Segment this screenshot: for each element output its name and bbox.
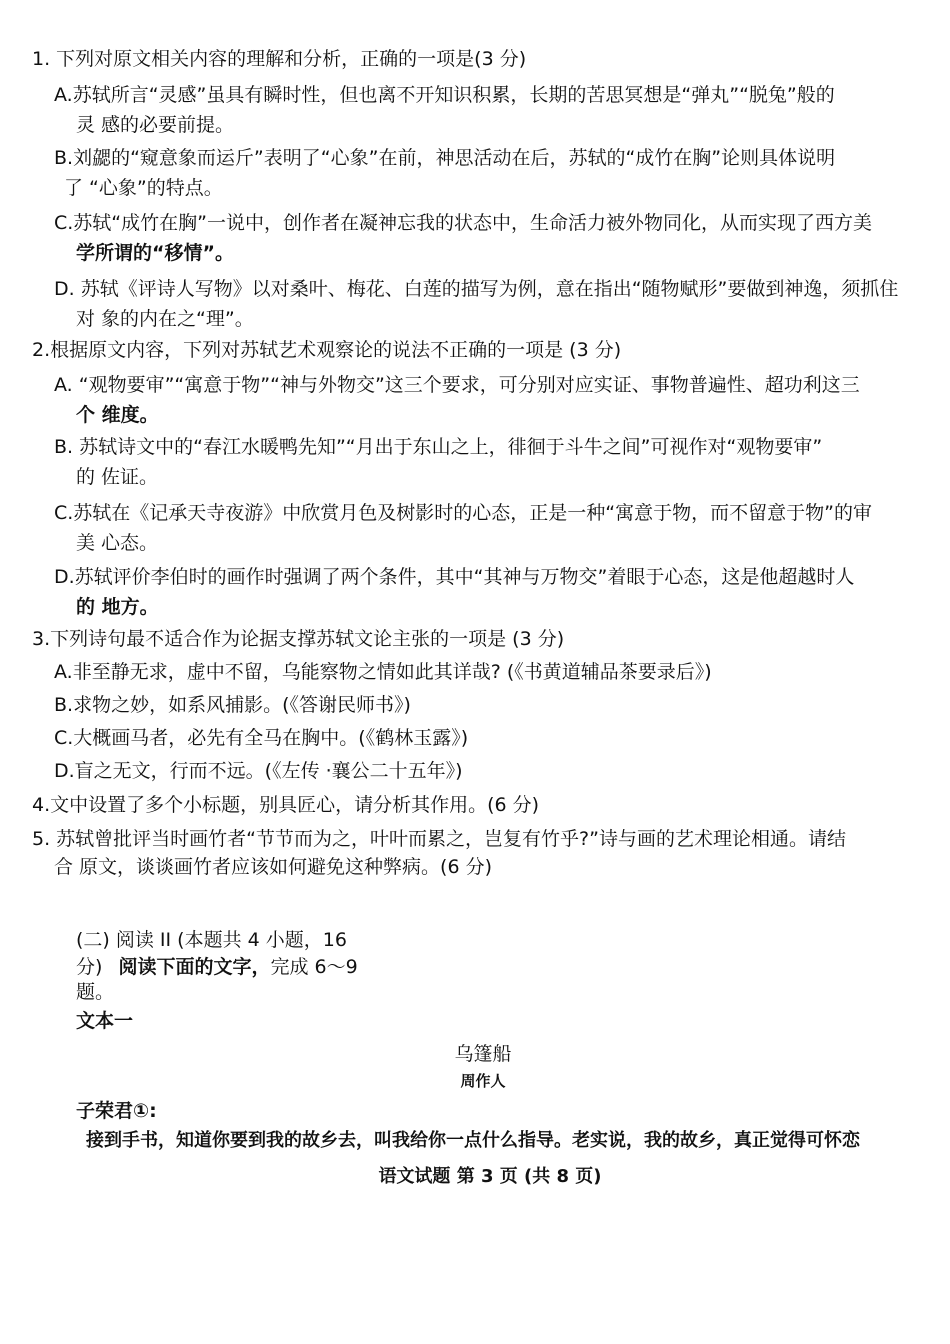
q2-option-b-line2: 的 佐证。	[76, 466, 159, 488]
q1-stem: 1. 下列对原文相关内容的理解和分析，正确的一项是(3 分)	[32, 48, 527, 70]
section-heading-line2	[76, 952, 358, 982]
q1-option-a-line1: A.苏轼所言“灵感”虽具有瞬时性，但也离不开知识积累，长期的苦思冥想是“弹丸”“脱兔”般的	[54, 84, 835, 106]
q2-stem: 2.根据原文内容，下列对苏轼艺术观察论的说法不正确的一项是 (3 分)	[32, 339, 622, 361]
article-body: 接到手书，知道你要到我的故乡去，叫我给你一点什么指导。老实说，我的故乡，真正觉得可怀恋	[86, 1130, 860, 1151]
section-range: 完成 6～9	[270, 956, 358, 978]
q3-option-c: C.大概画马者，必先有全马在胸中。(《鹤林玉露》)	[54, 727, 469, 749]
text-one-label: 文本一	[76, 1010, 134, 1032]
q3-option-b: B.求物之妙，如系风捕影。(《答谢民师书》)	[54, 694, 411, 716]
q1-option-d-line2: 对 象的内在之“理”。	[76, 308, 254, 330]
q3-option-a: A.非至静无求，虚中不留，乌能察物之情如此其详哉? (《书黄道辅品茶要录后》)	[54, 661, 712, 683]
q3-option-d: D.盲之无文，行而不远。(《左传 ·襄公二十五年》)	[54, 760, 463, 782]
q4-stem: 4.文中设置了多个小标题，别具匠心，请分析其作用。(6 分)	[32, 794, 540, 816]
q1-option-a-line2: 灵 感的必要前提。	[76, 114, 235, 136]
q1-option-c-line1: C.苏轼“成竹在胸”一说中，创作者在凝神忘我的状态中，生命活力被外物同化，从而实现了西方美	[54, 212, 872, 234]
q1-option-c-line2: 学所谓的“移情”。	[76, 242, 234, 264]
q3-stem: 3.下列诗句最不适合作为论据支撑苏轼文论主张的一项是 (3 分)	[32, 628, 565, 650]
q1-option-b-line1: B.刘勰的“窥意象而运斤”表明了“心象”在前，神思活动在后，苏轼的“成竹在胸”论则具体说明	[54, 147, 836, 169]
q5-stem-line2: 合 原文，谈谈画竹者应该如何避免这种弊病。(6 分)	[54, 856, 492, 878]
q2-option-a-line1: A. “观物要审”“寓意于物”“神与外物交”这三个要求，可分别对应实证、事物普遍性、超功利这三	[54, 374, 860, 396]
q2-option-c-line2: 美 心态。	[76, 532, 159, 554]
article-title: 乌篷船	[454, 1043, 512, 1065]
section-heading-line1: (二) 阅读 II (本题共 4 小题，16	[76, 929, 347, 951]
q1-option-b-line2: 了 “心象”的特点。	[64, 177, 223, 199]
section-instruction: 阅读下面的文字，	[118, 956, 271, 978]
page-footer: 语文试题 第 3 页 (共 8 页)	[378, 1166, 602, 1187]
q2-option-b-line1: B. 苏轼诗文中的“春江水暖鸭先知”“月出于东山之上，徘徊于斗牛之间”可视作对“观物要审”	[54, 436, 823, 458]
q5-stem-line1: 5. 苏轼曾批评当时画竹者“节节而为之，叶叶而累之，岂复有竹乎?”诗与画的艺术理论相通。请结	[32, 828, 846, 850]
q2-option-c-line1: C.苏轼在《记承天寺夜游》中欣赏月色及树影时的心态，正是一种“寓意于物，而不留意于物”的审	[54, 502, 872, 524]
article-salutation: 子荣君①:	[76, 1100, 157, 1122]
section-heading-line3: 题。	[76, 981, 115, 1003]
section-points: 分)	[76, 956, 103, 978]
article-author: 周作人	[460, 1072, 506, 1090]
q2-option-d-line2: 的 地方。	[76, 596, 159, 618]
q2-option-d-line1: D.苏轼评价李伯时的画作时强调了两个条件，其中“其神与万物交”着眼于心态，这是他超越时人	[54, 566, 855, 588]
q1-option-d-line1: D. 苏轼《评诗人写物》以对桑叶、梅花、白莲的描写为例，意在指出“随物赋形”要做到神逸，须抓住	[54, 278, 899, 300]
q2-option-a-line2: 个 维度。	[76, 404, 159, 426]
